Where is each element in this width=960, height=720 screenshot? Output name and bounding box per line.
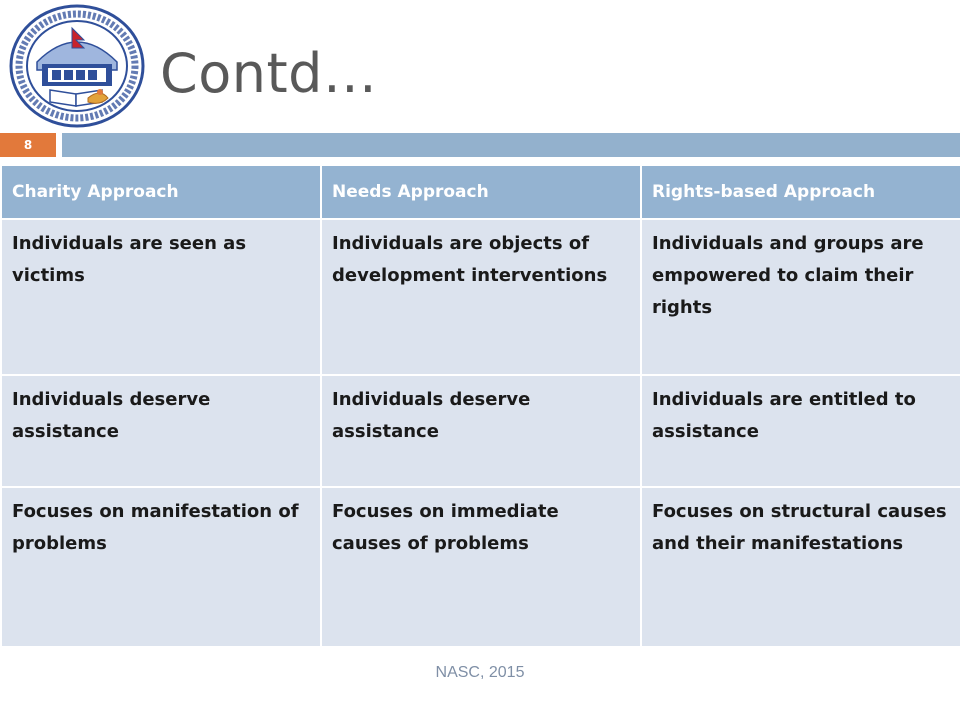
table-cell: Focuses on structural causes and their manifestations [641, 487, 960, 647]
approach-comparison-table [0, 164, 960, 648]
title-divider-bar [62, 133, 960, 157]
table-row [1, 375, 960, 487]
header-rights-based-approach: Rights-based Approach [641, 165, 960, 219]
table-row [1, 219, 960, 375]
table-cell: Individuals and groups are empowered to claim their rights [641, 219, 960, 375]
nasc-seal-logo [4, 2, 150, 130]
header-charity-approach: Charity Approach [1, 165, 321, 219]
table-cell: Individuals are seen as victims [1, 219, 321, 375]
table-row [1, 487, 960, 647]
table-cell: Individuals are entitled to assistance [641, 375, 960, 487]
table-header-row [1, 165, 960, 219]
header-needs-approach: Needs Approach [321, 165, 641, 219]
slide-title: Contd… [160, 42, 378, 105]
slide-footer: NASC, 2015 [435, 664, 525, 681]
table-cell: Focuses on immediate causes of problems [321, 487, 641, 647]
table-cell: Focuses on manifestation of problems [1, 487, 321, 647]
table-cell: Individuals are objects of development interventions [321, 219, 641, 375]
table-cell: Individuals deserve assistance [321, 375, 641, 487]
table-cell: Individuals deserve assistance [1, 375, 321, 487]
slide-number-badge: 8 [0, 133, 56, 157]
